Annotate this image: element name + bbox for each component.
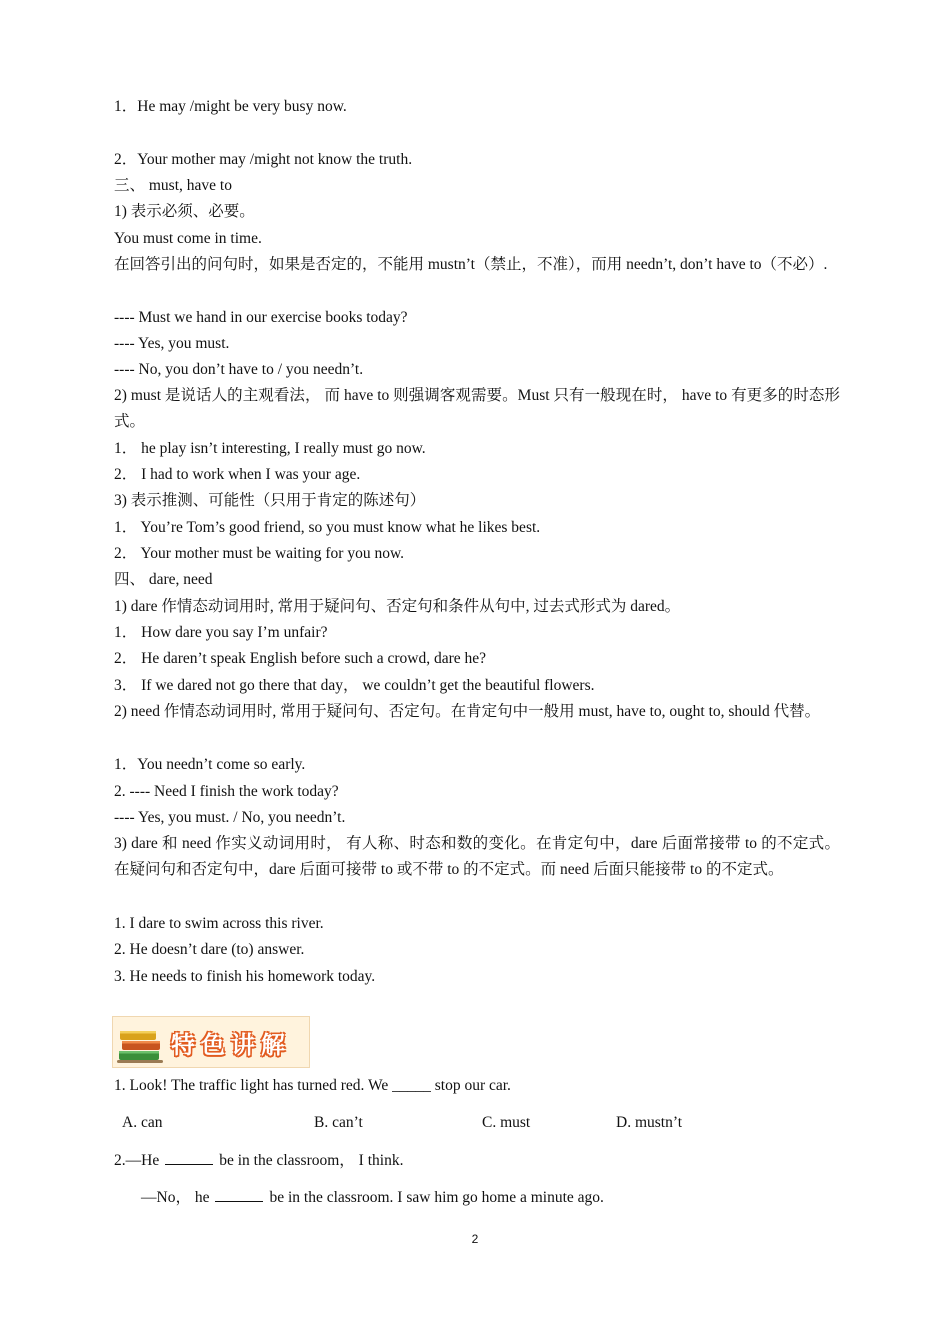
page-number: 2 <box>471 1232 479 1246</box>
dialogue-line: ---- Yes, you must. / No, you needn’t. <box>114 809 346 826</box>
section-heading: 四、 dare, need <box>114 571 213 588</box>
example-line: 1．You needn’t come so early. <box>114 756 306 773</box>
option-d: D. mustn’t <box>616 1114 683 1131</box>
question-2-reply-post: be in the classroom. I saw him go home a minute ago. <box>269 1189 604 1206</box>
example-line: 1．He may /might be very busy now. <box>114 98 347 115</box>
answer-blank <box>165 1150 213 1165</box>
example-line: 2． I had to work when I was your age. <box>114 466 361 483</box>
question-2-line-1 <box>114 1150 403 1172</box>
dialogue-line: 2. ---- Need I finish the work today? <box>114 783 339 800</box>
example-line: 2． He daren’t speak English before such a crowd, dare he? <box>114 650 487 667</box>
section-heading: 三、 must, have to <box>114 177 232 194</box>
example-line: You must come in time. <box>114 230 262 247</box>
example-line: 1． How dare you say I’m unfair? <box>114 624 328 641</box>
badge-title: 特色讲解 <box>171 1031 291 1059</box>
option-c: C. must <box>482 1114 531 1131</box>
feature-badge <box>112 1016 310 1068</box>
example-line: 2． Your mother must be waiting for you now. <box>114 545 405 562</box>
dialogue-line: ---- No, you don’t have to / you needn’t. <box>114 361 364 378</box>
rule-paragraph: 在回答引出的问句时，如果是否定的，不能用 mustn’t（禁止，不准），而用 needn’t, don’t have to（不必）. <box>114 256 828 273</box>
dialogue-line: ---- Yes, you must. <box>114 335 230 352</box>
example-line: 3. He needs to finish his homework today. <box>114 968 376 985</box>
rule-paragraph: 3) dare 和 need 作实义动词用时， 有人称、时态和数的变化。在肯定句中，dare 后面常接带 to 的不定式。在疑问句和否定句中，dare 后面可接带 to 或不带 to 的不定式。而 need 后面只能接带 to 的不定式。 <box>114 835 840 878</box>
rule-heading: 1) 表示必须、必要。 <box>114 203 255 220</box>
rule-paragraph: 2) must 是说话人的主观看法， 而 have to 则强调客观需要。Must 只有一般现在时， have to 有更多的时态形式。 <box>114 387 840 430</box>
example-line: 1． he play isn’t interesting, I really must go now. <box>114 440 426 457</box>
option-b: B. can’t <box>314 1114 363 1131</box>
example-line: 1． You’re Tom’s good friend, so you must know what he likes best. <box>114 519 541 536</box>
books-icon <box>115 1021 167 1067</box>
rule-heading: 1) dare 作情态动词用时, 常用于疑问句、否定句和条件从句中, 过去式形式为 dared。 <box>114 598 681 615</box>
question-2-reply-pre: —No， he <box>141 1189 210 1206</box>
example-line: 3． If we dared not go there that day， we couldn’t get the beautiful flowers. <box>114 677 595 694</box>
question-2-pre: 2.—He <box>114 1152 160 1169</box>
rule-heading: 3) 表示推测、可能性（只用于肯定的陈述句） <box>114 492 426 509</box>
question-2-line-2 <box>141 1187 604 1209</box>
question-1: 1. Look! The traffic light has turned red. We _____ stop our car. <box>114 1077 511 1094</box>
answer-blank <box>215 1187 263 1202</box>
example-line: 2．Your mother may /might not know the truth. <box>114 151 413 168</box>
example-line: 2. He doesn’t dare (to) answer. <box>114 941 305 958</box>
option-a: A. can <box>122 1114 163 1131</box>
example-line: 1. I dare to swim across this river. <box>114 915 324 932</box>
rule-paragraph: 2) need 作情态动词用时, 常用于疑问句、否定句。在肯定句中一般用 must, have to, ought to, should 代替。 <box>114 703 821 720</box>
question-2-post: be in the classroom， I think. <box>219 1152 404 1169</box>
dialogue-line: ---- Must we hand in our exercise books today? <box>114 309 408 326</box>
